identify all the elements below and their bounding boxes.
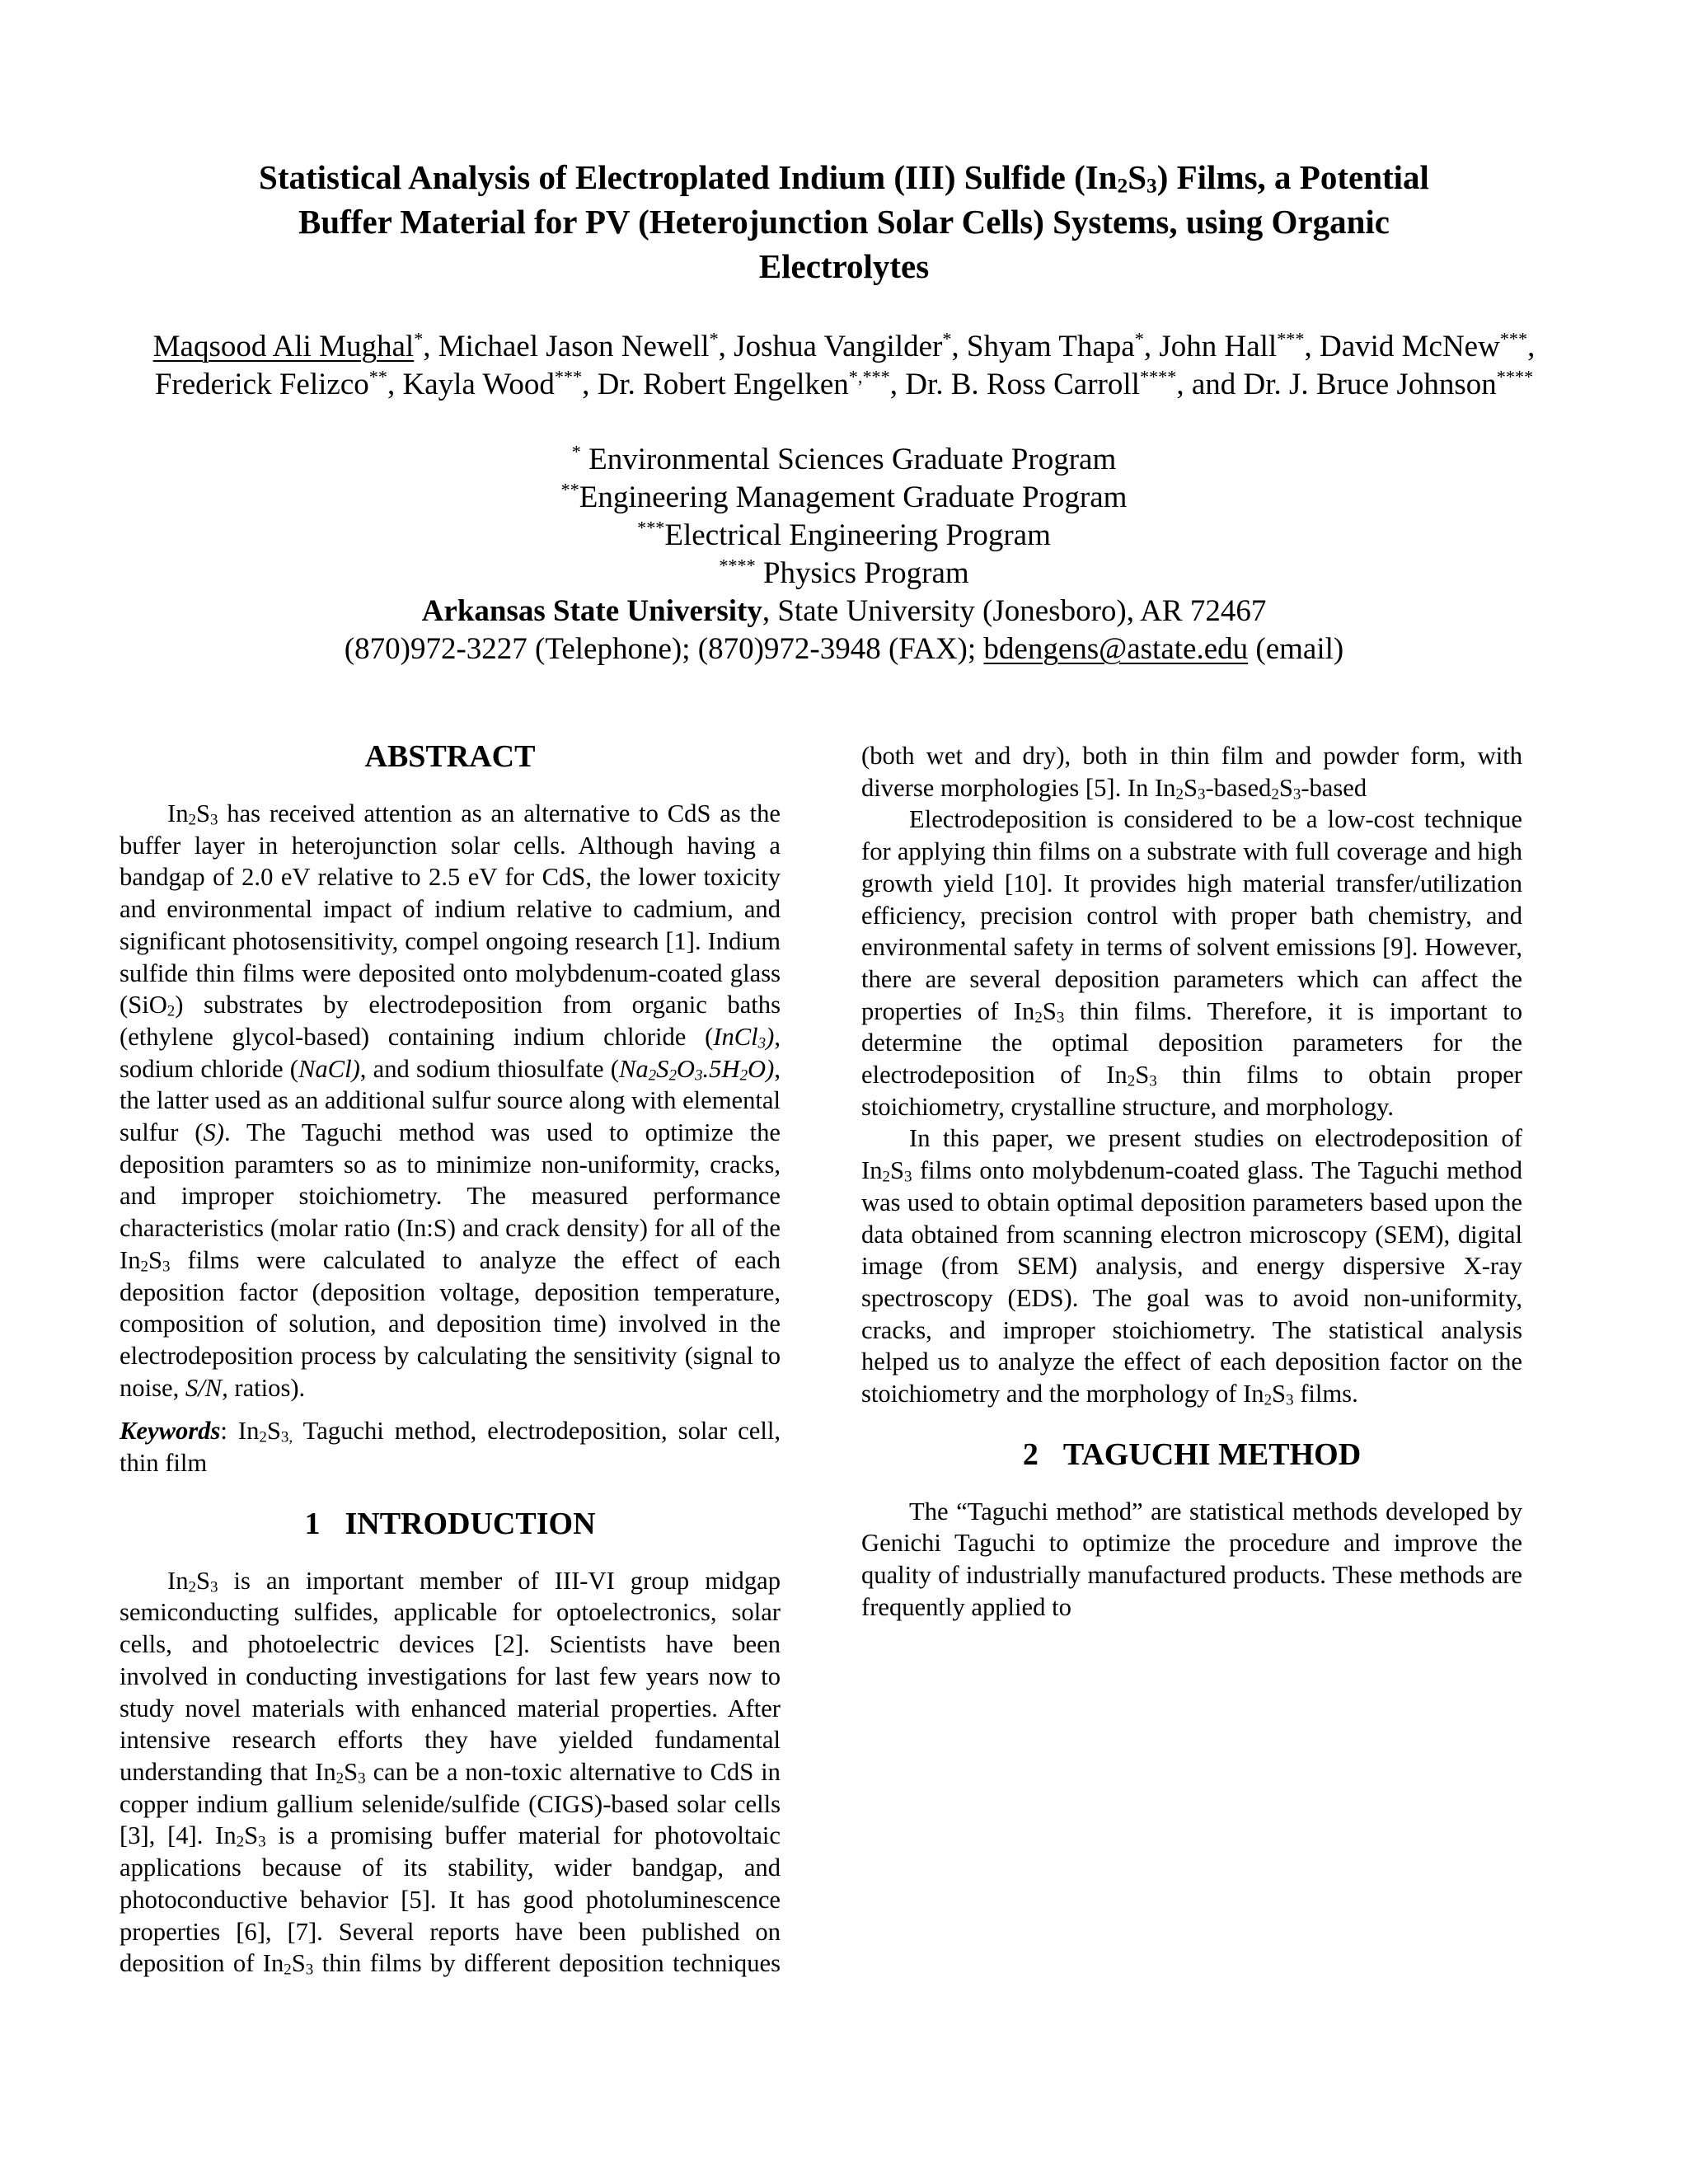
abstract-heading: ABSTRACT xyxy=(364,739,536,774)
taguchi-paragraph-1: The “Taguchi method” are statistical methods developed by Genichi Taguchi to optimize the procedure and improve the quality of industrially manufactured products. These methods are frequently applied to xyxy=(861,1497,1522,1621)
affiliation-physics: **** Physics Program xyxy=(719,555,969,590)
left-column xyxy=(120,740,781,1980)
introduction-paragraph-2: Electrodeposition is considered to be a low-cost technique for applying thin films on a substrate with full coverage and high growth yield [10]. It provides high material transfer/utilization efficiency, precision control with proper bath chemistry, and environmental safety in terms of solvent emissions [9]. However, there are several deposition parameters which can affect the properties of $In_2S_3$ thin films. Therefore, it is important to determine the optimal deposition parameters for the electrodeposition of $In_2S_3$ thin films to obtain proper stoichiometry, crystalline structure, and morphology. xyxy=(861,805,1522,1121)
title-line-1: Statistical Analysis of Electroplated Indium (III) Sulfide $(In_2S_3)$ Films, a Potential xyxy=(259,158,1429,198)
author-carroll: , Dr. B. Ross Carroll xyxy=(889,368,1140,401)
contact-line: (870)972-3227 (Telephone); (870)972-3948 (FAX); bdengens@astate.edu (email) xyxy=(344,632,1344,666)
introduction-paragraph-1: $In_2S_3$ is an important member of III-VI group midgap semiconducting sulfides, applicable for optoelectronics, solar cells, and photoelectric devices [2]. Scientists have been involved in conducting investigations for last few years now to study novel materials with enhanced material properties. After intensive research efforts they have yielded fundamental understanding that $In_2S_3$ can be a non-toxic alternative to CdS in copper indium gallium selenide/sulfide (CIGS)-based solar cells [3], [4]. $In_2S_3$ is a promising buffer material for photovoltaic applications because of its stability, wider bandgap, and photoconductive behavior [5]. It has good photoluminescence properties [6], [7]. Several reports have been published on deposition of $In_2S_3$ thin films by different deposition techniques xyxy=(120,1566,781,1979)
author-thapa: , Shyam Thapa xyxy=(951,330,1135,363)
affiliation-eng-management: **Engineering Management Graduate Program xyxy=(560,479,1128,514)
author-felizco: , Frederick Felizco xyxy=(154,330,1536,401)
author-vangilder: , Joshua Vangilder xyxy=(718,330,943,363)
paper-title xyxy=(115,155,1573,288)
author-johnson: , and Dr. J. Bruce Johnson xyxy=(1176,368,1497,401)
author-mughal: Maqsood Ali Mughal xyxy=(152,330,415,363)
author-hall: , John Hall xyxy=(1143,330,1278,363)
introduction-heading: 1 INTRODUCTION xyxy=(304,1506,596,1541)
introduction-paragraph-3: In this paper, we present studies on electrodeposition of $In_2S_3$ films onto molybdenum-coated glass. The Taguchi method was used to obtain optimal deposition parameters based upon the data obtained from scanning electron microscopy (SEM), digital image (from SEM) analysis, and energy dispersive X-ray spectroscopy (EDS). The goal was to avoid non-uniformity, cracks, and improper stoichiometry. The statistical analysis helped us to analyze the effect of each deposition factor on the stoichiometry and the morphology of $In_2S_3$ films. xyxy=(861,1124,1522,1409)
author-list: Maqsood Ali Mughal*, Michael Jason Newell*, Joshua Vangilder*, Shyam Thapa*, John Hall***, David McNew***, Frederick Felizco**, Kayla Wood***, Dr. Robert Engelken*,***, Dr. B. Ross Carroll****, and Dr. J. Bruce Johnson**** xyxy=(152,328,1536,401)
title-line-2: Buffer Material for PV (Heterojunction Solar Cells) Systems, using Organic xyxy=(298,203,1390,241)
abstract-text: $In_2S_3$ has received attention as an alternative to CdS as the buffer layer in heterojunction solar cells. Although having a bandgap of 2.0 eV relative to 2.5 eV for CdS, the lower toxicity and environmental impact of indium relative to cadmium, and significant photosensitivity, compel ongoing research [1]. Indium sulfide thin films were deposited onto molybdenum-coated glass (SiO$_2$) substrates by electrodeposition from organic baths (ethylene glycol-based) containing indium chloride (InCl$_3$), sodium chloride (NaCl), and sodium thiosulfate $(Na_2S_2O_3.5H_2O)$, the latter used as an additional sulfur source along with elemental sulfur (S). The Taguchi method was used to optimize the deposition paramters so as to minimize non-uniformity, cracks, and improper stoichiometry. The measured performance characteristics (molar ratio (In:S) and crack density) for all of the $In_2S_3$ films were calculated to analyze the effect of each deposition factor (deposition voltage, deposition temperature, composition of solution, and deposition time) involved in the electrodeposition process by calculating the sensitivity (signal to noise, S/N, ratios). xyxy=(120,799,781,1402)
right-column xyxy=(861,740,1522,1624)
author-wood: , Kayla Wood xyxy=(387,368,555,401)
email-link[interactable]: bdengens@astate.edu xyxy=(983,632,1249,666)
university-line: Arkansas State University, State University (Jonesboro), AR 72467 xyxy=(421,594,1267,628)
keywords: Keywords: $In_2S_{3,}$ Taguchi method, electrodeposition, solar cell, thin film xyxy=(120,1417,781,1478)
affiliation-env-sciences: * Environmental Sciences Graduate Program xyxy=(571,441,1117,476)
author-mcnew: , David McNew xyxy=(1304,330,1500,363)
affiliations xyxy=(107,441,1581,668)
taguchi-heading: 2 TAGUCHI METHOD xyxy=(1022,1436,1362,1472)
author-newell: , Michael Jason Newell xyxy=(423,330,710,363)
title-line-3: Electrolytes xyxy=(758,247,930,285)
affiliation-electrical-eng: ***Electrical Engineering Program xyxy=(637,517,1051,552)
introduction-paragraph-1-continued: (both wet and dry), both in thin film and powder form, with diverse morphologies [5]. In $In_2S_3-based_2S_3$-based xyxy=(861,742,1522,804)
author-engelken: , Dr. Robert Engelken xyxy=(582,368,849,401)
